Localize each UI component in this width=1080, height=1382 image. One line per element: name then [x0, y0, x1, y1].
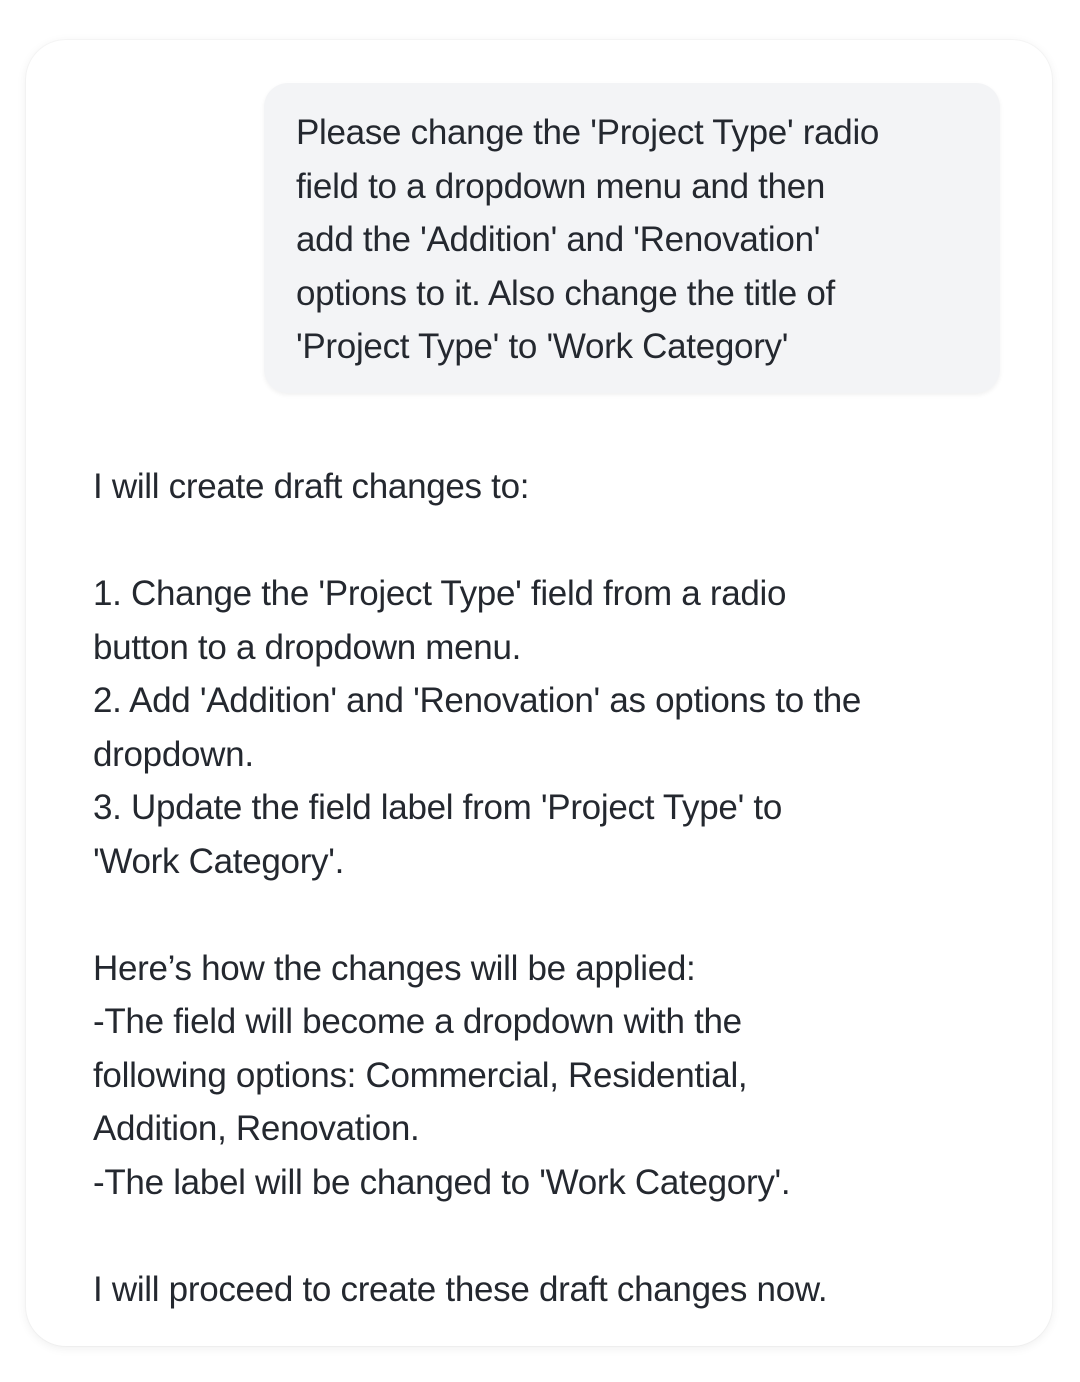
user-message-line: Please change the 'Project Type' radio: [296, 113, 880, 152]
paragraph-gap: [93, 1209, 1003, 1263]
paragraph-gap: [93, 514, 1003, 568]
user-message-line: 'Project Type' to 'Work Category': [296, 327, 789, 366]
assistant-detail-line: -The field will become a dropdown with the: [93, 1002, 742, 1041]
user-message-bubble: [264, 83, 1000, 393]
assistant-detail-line: -The label will be changed to 'Work Category'.: [93, 1162, 791, 1202]
assistant-step-line: dropdown.: [93, 734, 254, 774]
assistant-intro: I will create draft changes to:: [93, 467, 530, 506]
assistant-step-line: 3. Update the field label from 'Project Type' to: [93, 788, 782, 827]
assistant-message: [93, 460, 1003, 1316]
assistant-step-line: 1. Change the 'Project Type' field from a radio: [93, 574, 787, 613]
user-message-line: field to a dropdown menu and then: [296, 166, 826, 206]
assistant-step-line: 'Work Category'.: [93, 841, 345, 881]
assistant-step-line: button to a dropdown menu.: [93, 627, 522, 667]
user-message-line: add the 'Addition' and 'Renovation': [296, 220, 821, 259]
assistant-step-line: 2. Add 'Addition' and 'Renovation' as options to the: [93, 681, 862, 720]
paragraph-gap: [93, 888, 1003, 942]
assistant-detail-line: following options: Commercial, Residential,: [93, 1055, 748, 1095]
assistant-detail-line: Here’s how the changes will be applied:: [93, 948, 696, 988]
user-message-line: options to it. Also change the title of: [296, 273, 835, 313]
assistant-detail-line: Addition, Renovation.: [93, 1109, 420, 1148]
assistant-closing: I will proceed to create these draft changes now.: [93, 1269, 828, 1309]
chat-card: [26, 40, 1052, 1346]
